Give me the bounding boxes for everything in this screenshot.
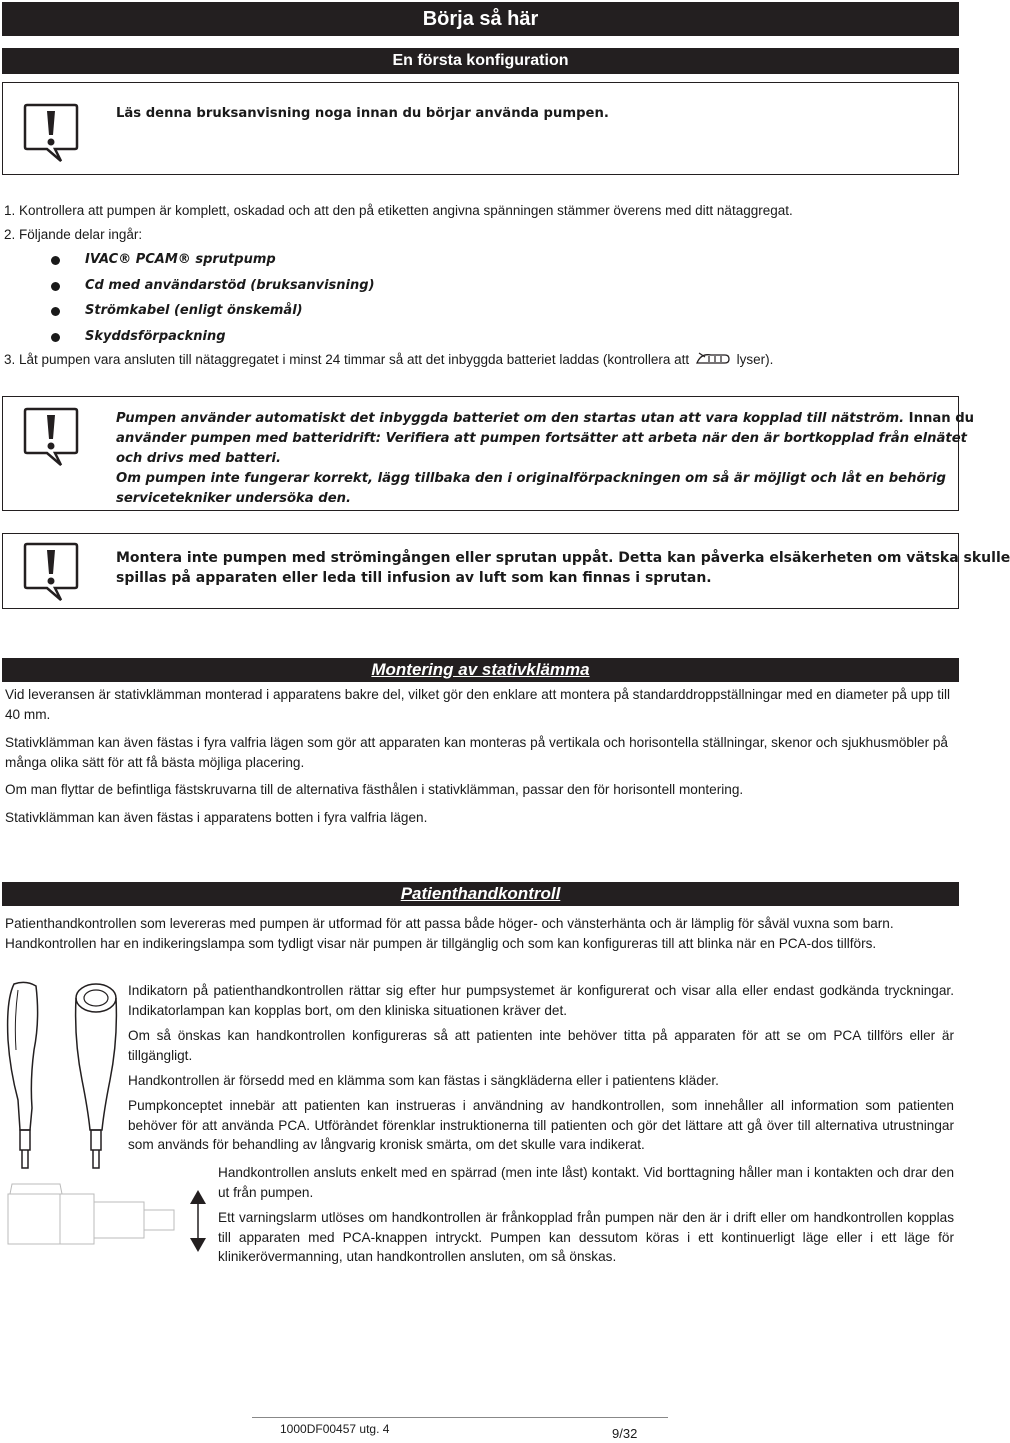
warning-text: Läs denna bruksanvisning noga innan du börjar använda pumpen. [116,106,609,121]
paragraph: Handkontrollen är försedd med en klämma som kan fästas i sängkläderna eller i patientens kläder. [128,1073,719,1088]
hand-control-side-illustration [4,980,50,1170]
step-3: 3. Låt pumpen vara ansluten till nätaggregatet i minst 24 timmar så att det inbyggda batteriet laddas (kontrollera att lyser). [4,352,774,367]
warning-box-mounting [2,533,1010,609]
paragraph: Patienthandkontrollen som levereras med pumpen är utformad för att passa både höger- och vänsterhänta och är lämplig för såväl vuxna som barn. Handkontrollen har en indikeringslampa som tydligt visar när pumpen är tillgänglig och som kan konfigureras till att blinka när en PCA-dos tillförs. [5,916,894,951]
paragraph: Pumpkonceptet innebär att patienten kan instrueras i användning av handkontrollen, som innehåller all information som patienten behöver för att använda PCA. Utföràndet förenklar instruktionerna till patienten och gör det lättare att gå över till alternativa utrustningar som används för behandling av långvarig kronisk smärta, om det skulle vara indikerat. [128,1098,954,1152]
warning-box-read-manual [2,82,959,175]
bullet-icon [51,256,60,265]
paragraph: Stativklämman kan även fästas i apparatens botten i fyra valfria lägen. [5,810,428,825]
battery-charging-icon [695,351,731,367]
paragraph: Indikatorn på patienthandkontrollen rättar sig efter hur pumpsystemet är konfigurerat och visar alla eller endast godkända tryckningar. Indikatorlampan kan kopplas bort, om den kliniska situationen kräver det. [128,983,954,1018]
warning-exclamation-icon [23,103,79,167]
step-2: 2. Följande delar ingår: [4,227,143,242]
section-title-mounting: Montering av stativklämma [2,658,959,682]
page-subtitle: En första konfiguration [2,48,959,74]
bullet-icon [51,333,60,342]
paragraph: Om så önskas kan handkontrollen konfigureras så att patienten inte behöver titta på apparaten för att se om PCA tillförs eller är tillgängligt. [128,1028,954,1063]
document-code: 1000DF00457 utg. 4 [280,1422,390,1436]
warning-text: Pumpen använder automatiskt det inbyggda batteriet om den startas utan att vara kopplad till nätström. Innan du använder pumpen med batteridrift: Verifiera att pumpen fortsätter att arbeta när den är bortkopplad från elnätet och drivs med batteri. Om pumpen inte fungerar korrekt, lägg tillbaka den i originalförpackningen om så är möjligt och låt en behörig servicetekniker undersöka den. [116,411,975,506]
connector-illustration [0,1164,212,1274]
bullet-icon [51,282,60,291]
page-title: Börja så här [2,2,959,36]
warning-exclamation-icon [23,407,79,471]
paragraph: Om man flyttar de befintliga fästskruvarna till de alternativa fästhålen i stativklämman, passar den för horisontell montering. [5,782,744,797]
page-number: 9/32 [612,1426,638,1441]
bullet-icon [51,307,60,316]
warning-box-battery [2,396,975,511]
warning-exclamation-icon [23,542,79,606]
paragraph: Stativklämman kan även fästas i fyra valfria lägen som gör att apparaten kan monteras på vertikala och horisontella ställningar, skenor och sjukhusmöbler på många olika sätt för att få bästa möjliga placering. [5,735,948,770]
section-title-hand-control: Patienthandkontroll [2,882,959,906]
paragraph: Vid leveransen är stativklämman monterad i apparatens bakre del, vilket gör den enklare att montera på standarddroppställningar med en diameter på upp till 40 mm. [5,687,951,722]
paragraph: Handkontrollen ansluts enkelt med en spärrad (men inte låst) kontakt. Vid borttagning håller man i kontakten och drar den ut från pumpen. [218,1165,954,1200]
warning-text: Montera inte pumpen med strömingången eller sprutan uppåt. Detta kan påverka elsäkerheten om vätska skulle spillas på apparaten eller leda till infusion av luft som kan finnas i sprutan. [116,550,1010,586]
step-1: 1. Kontrollera att pumpen är komplett, oskadad och att den på etiketten angivna spänningen stämmer överens med ditt nätaggregat. [4,203,793,218]
hand-control-front-illustration [68,980,124,1170]
footer-divider [252,1417,668,1418]
paragraph: Ett varningslarm utlöses om handkontrollen är frånkopplad från pumpen när den är i drift eller om handkontrollen kopplas till apparaten med PCA-knappen intryckt. Pumpen kan dessutom köras i ett kontinuerligt läge eller i ett läge för klinikerövermanning, utan handkontrollen ansluten, om så önskas. [218,1210,954,1264]
